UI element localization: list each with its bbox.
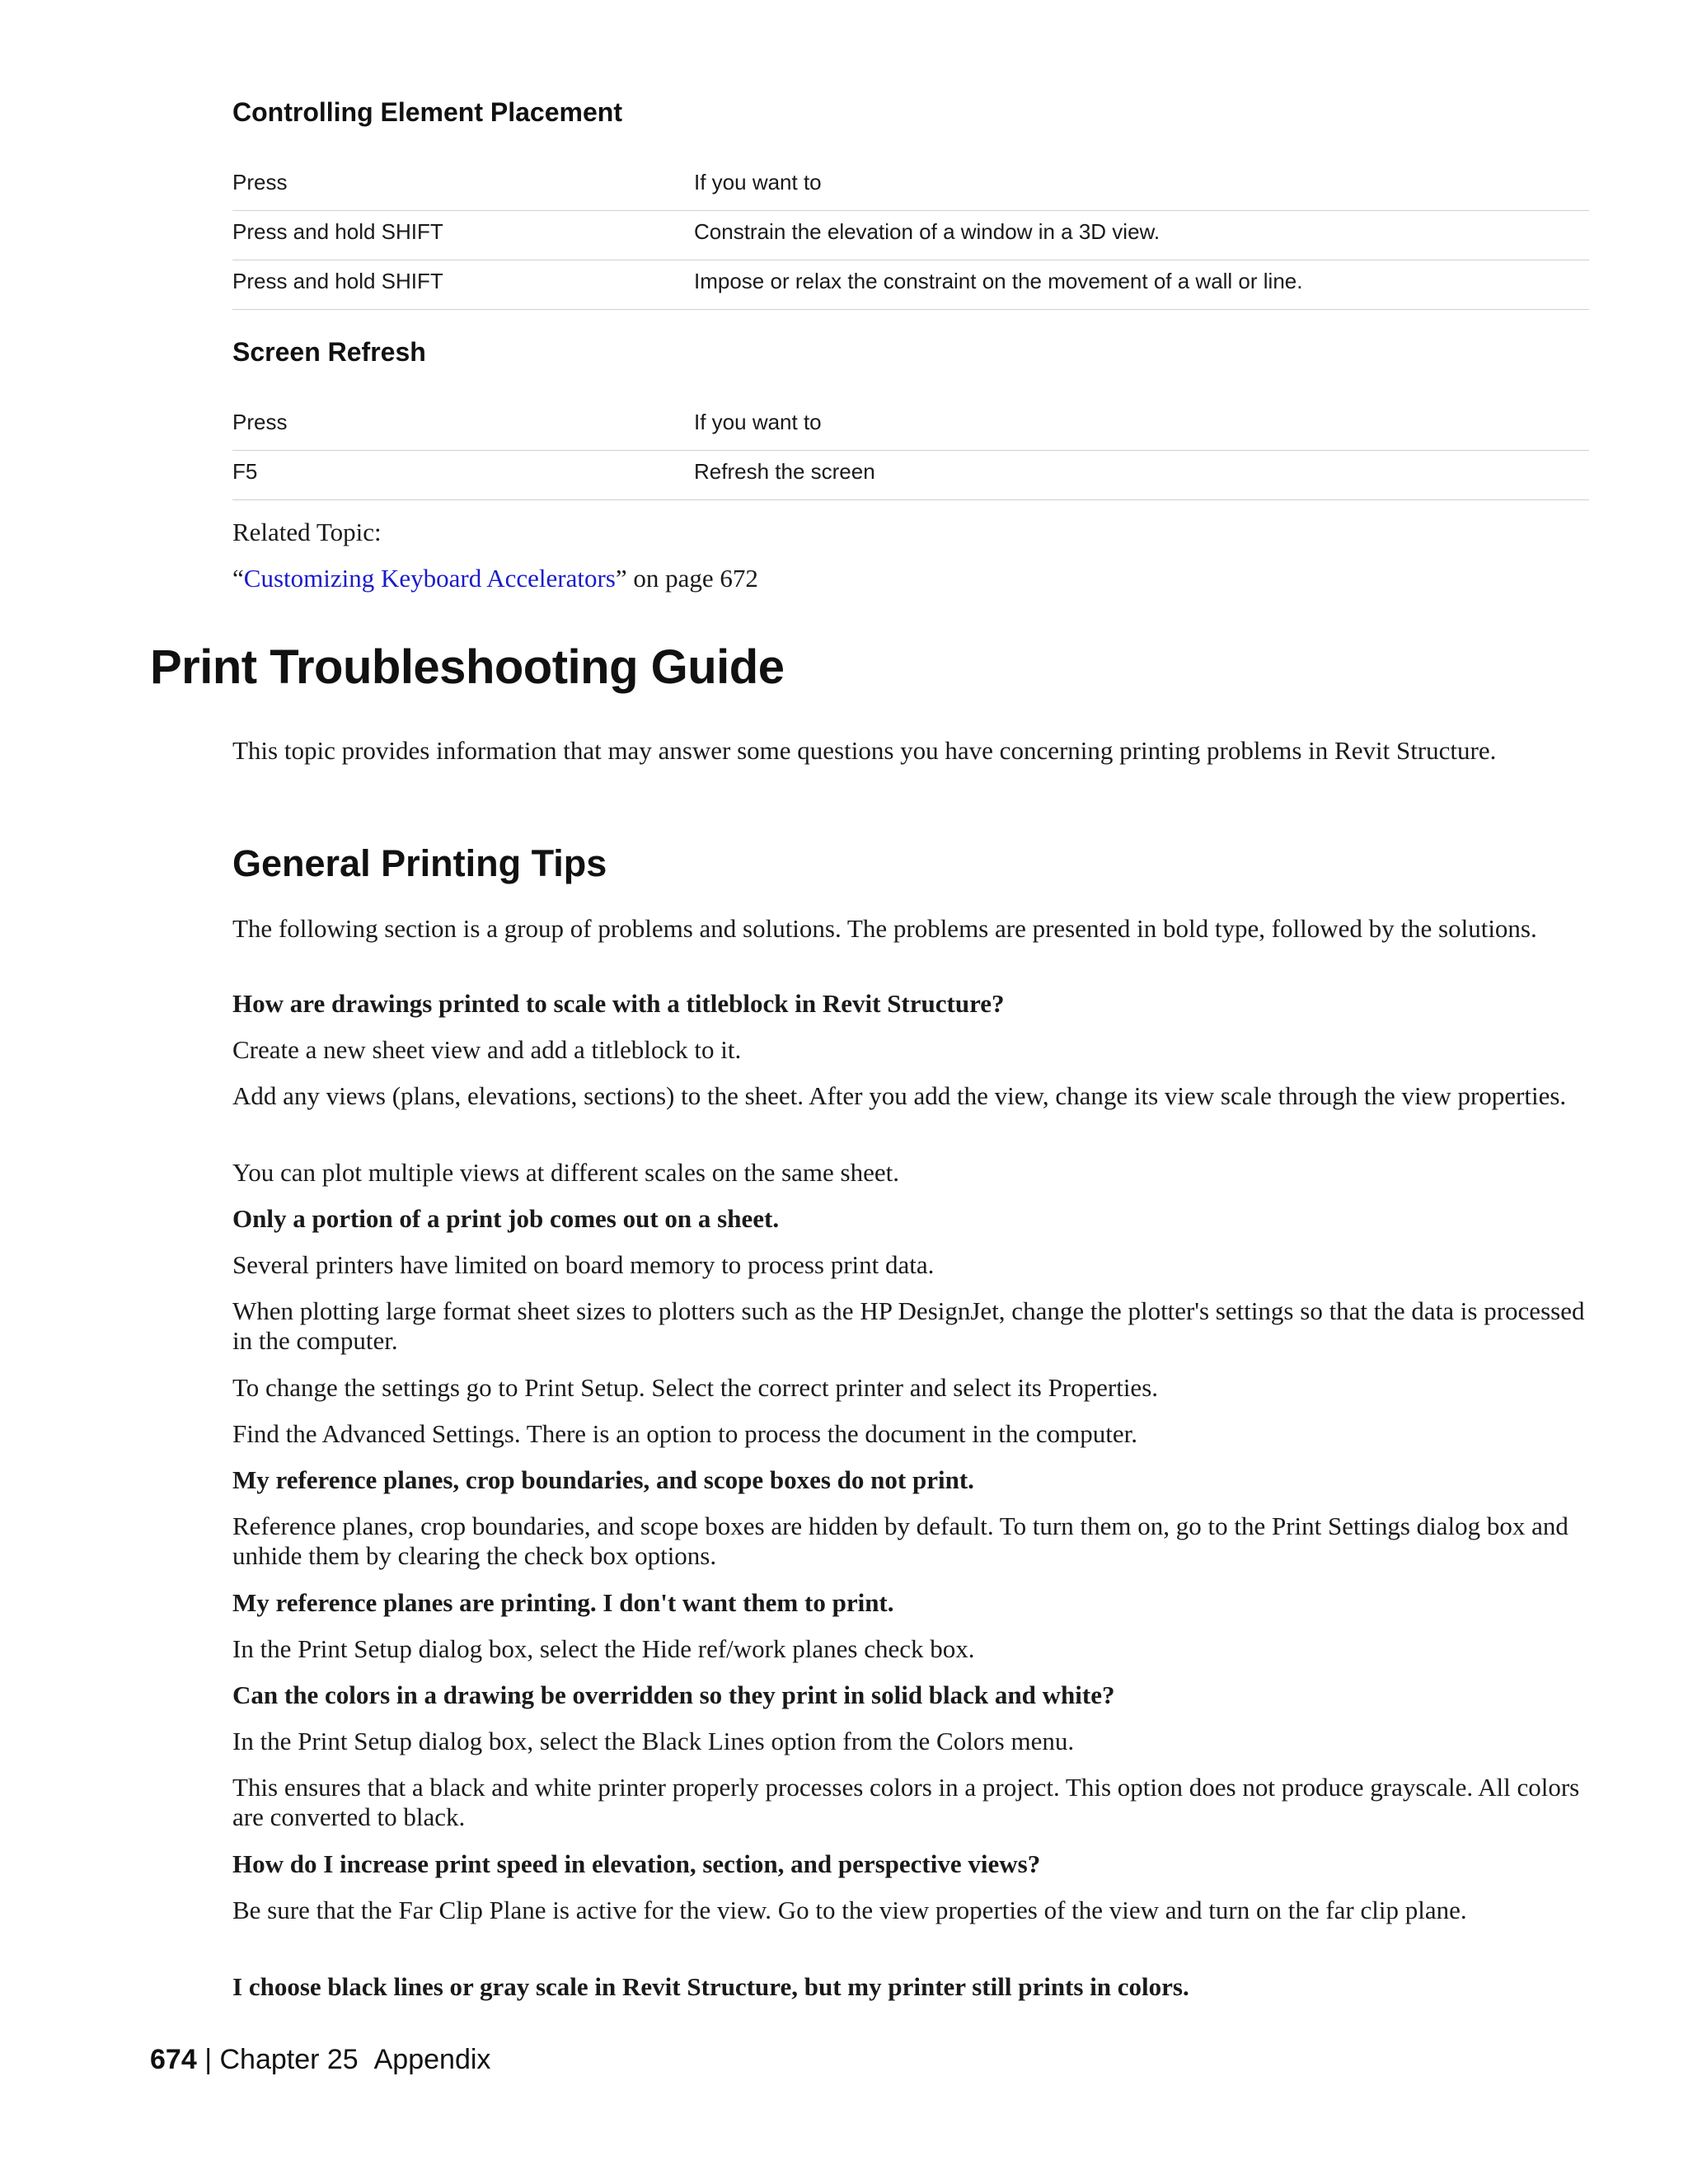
tips-intro: The following section is a group of problems and solutions. The problems are presented in bold type, followed by the solutions. [232,914,1537,943]
problem-text: My reference planes, crop boundaries, and scope boxes do not print. [232,1465,974,1494]
solution-text: Several printers have limited on board memory to process print data. [232,1250,935,1279]
controlling-table [232,162,1589,310]
open-quote: “ [232,564,244,593]
page-title: Print Troubleshooting Guide [150,640,785,694]
cell-key: F5 [232,459,258,484]
table-row [232,211,1589,260]
solution-text: Be sure that the Far Clip Plane is active for the view. Go to the view properties of the view and turn on the far clip plane. [232,1896,1467,1924]
customizing-keyboard-accelerators-link[interactable]: Customizing Keyboard Accelerators [243,564,616,593]
table-row [232,260,1589,310]
header-press: Press [232,170,288,194]
header-press: Press [232,410,288,434]
table-header-row [232,162,1589,211]
problem-text: How are drawings printed to scale with a titleblock in Revit Structure? [232,989,1005,1018]
solution-text: Reference planes, crop boundaries, and scope boxes are hidden by default. To turn them on, go to the Print Settings dialog box and unhide them by clearing the check box options. [232,1511,1568,1570]
cell-action: Refresh the screen [694,459,875,484]
guide-intro: This topic provides information that may answer some questions you have concerning printing problems in Revit Structure. [232,736,1497,765]
solution-text: You can plot multiple views at different scales on the same sheet. [232,1158,899,1187]
solution-text: Add any views (plans, elevations, sections) to the sheet. After you add the view, change its view scale through the view properties. [232,1081,1567,1110]
controlling-heading: Controlling Element Placement [232,97,622,127]
chapter-title: Appendix [373,2044,491,2075]
cell-action: Constrain the elevation of a window in a 3D view. [694,219,1160,244]
related-topic-label: Related Topic: [232,518,382,546]
refresh-heading: Screen Refresh [232,337,426,367]
table-header-row [232,401,1589,451]
cell-action: Impose or relax the constraint on the movement of a wall or line. [694,269,1303,293]
cell-key: Press and hold SHIFT [232,219,443,244]
solution-text: In the Print Setup dialog box, select the Black Lines option from the Colors menu. [232,1727,1075,1755]
section-heading: General Printing Tips [232,842,607,884]
header-if-you-want-to: If you want to [694,170,822,194]
solution-text: In the Print Setup dialog box, select the Hide ref/work planes check box. [232,1634,975,1663]
solution-text: To change the settings go to Print Setup. Select the correct printer and select its Properties. [232,1373,1159,1402]
solution-text: Find the Advanced Settings. There is an option to process the document in the computer. [232,1419,1138,1448]
header-if-you-want-to: If you want to [694,410,822,434]
link-suffix: ” on page 672 [615,564,758,593]
solution-text: This ensures that a black and white printer properly processes colors in a project. This option does not produce grayscale. All colors are converted to black. [232,1773,1580,1831]
footer-separator: | [204,2044,213,2075]
solution-text: Create a new sheet view and add a titleblock to it. [232,1035,742,1064]
refresh-table [232,401,1589,500]
cell-key: Press and hold SHIFT [232,269,443,293]
page-footer [150,2044,490,2076]
problem-text: How do I increase print speed in elevation, section, and perspective views? [232,1849,1041,1878]
solution-text: When plotting large format sheet sizes to plotters such as the HP DesignJet, change the plotter's settings so that the data is processed in the computer. [232,1296,1585,1355]
problem-text: My reference planes are printing. I don't want them to print. [232,1588,894,1617]
chapter-label: Chapter 25 [219,2044,359,2075]
problem-text: I choose black lines or gray scale in Revit Structure, but my printer still prints in colors. [232,1972,1189,2001]
table-row [232,451,1589,500]
related-topic-line [232,564,1592,593]
problem-text: Only a portion of a print job comes out on a sheet. [232,1204,780,1233]
problem-text: Can the colors in a drawing be overridden so they print in solid black and white? [232,1680,1115,1709]
page-number: 674 [150,2044,197,2075]
